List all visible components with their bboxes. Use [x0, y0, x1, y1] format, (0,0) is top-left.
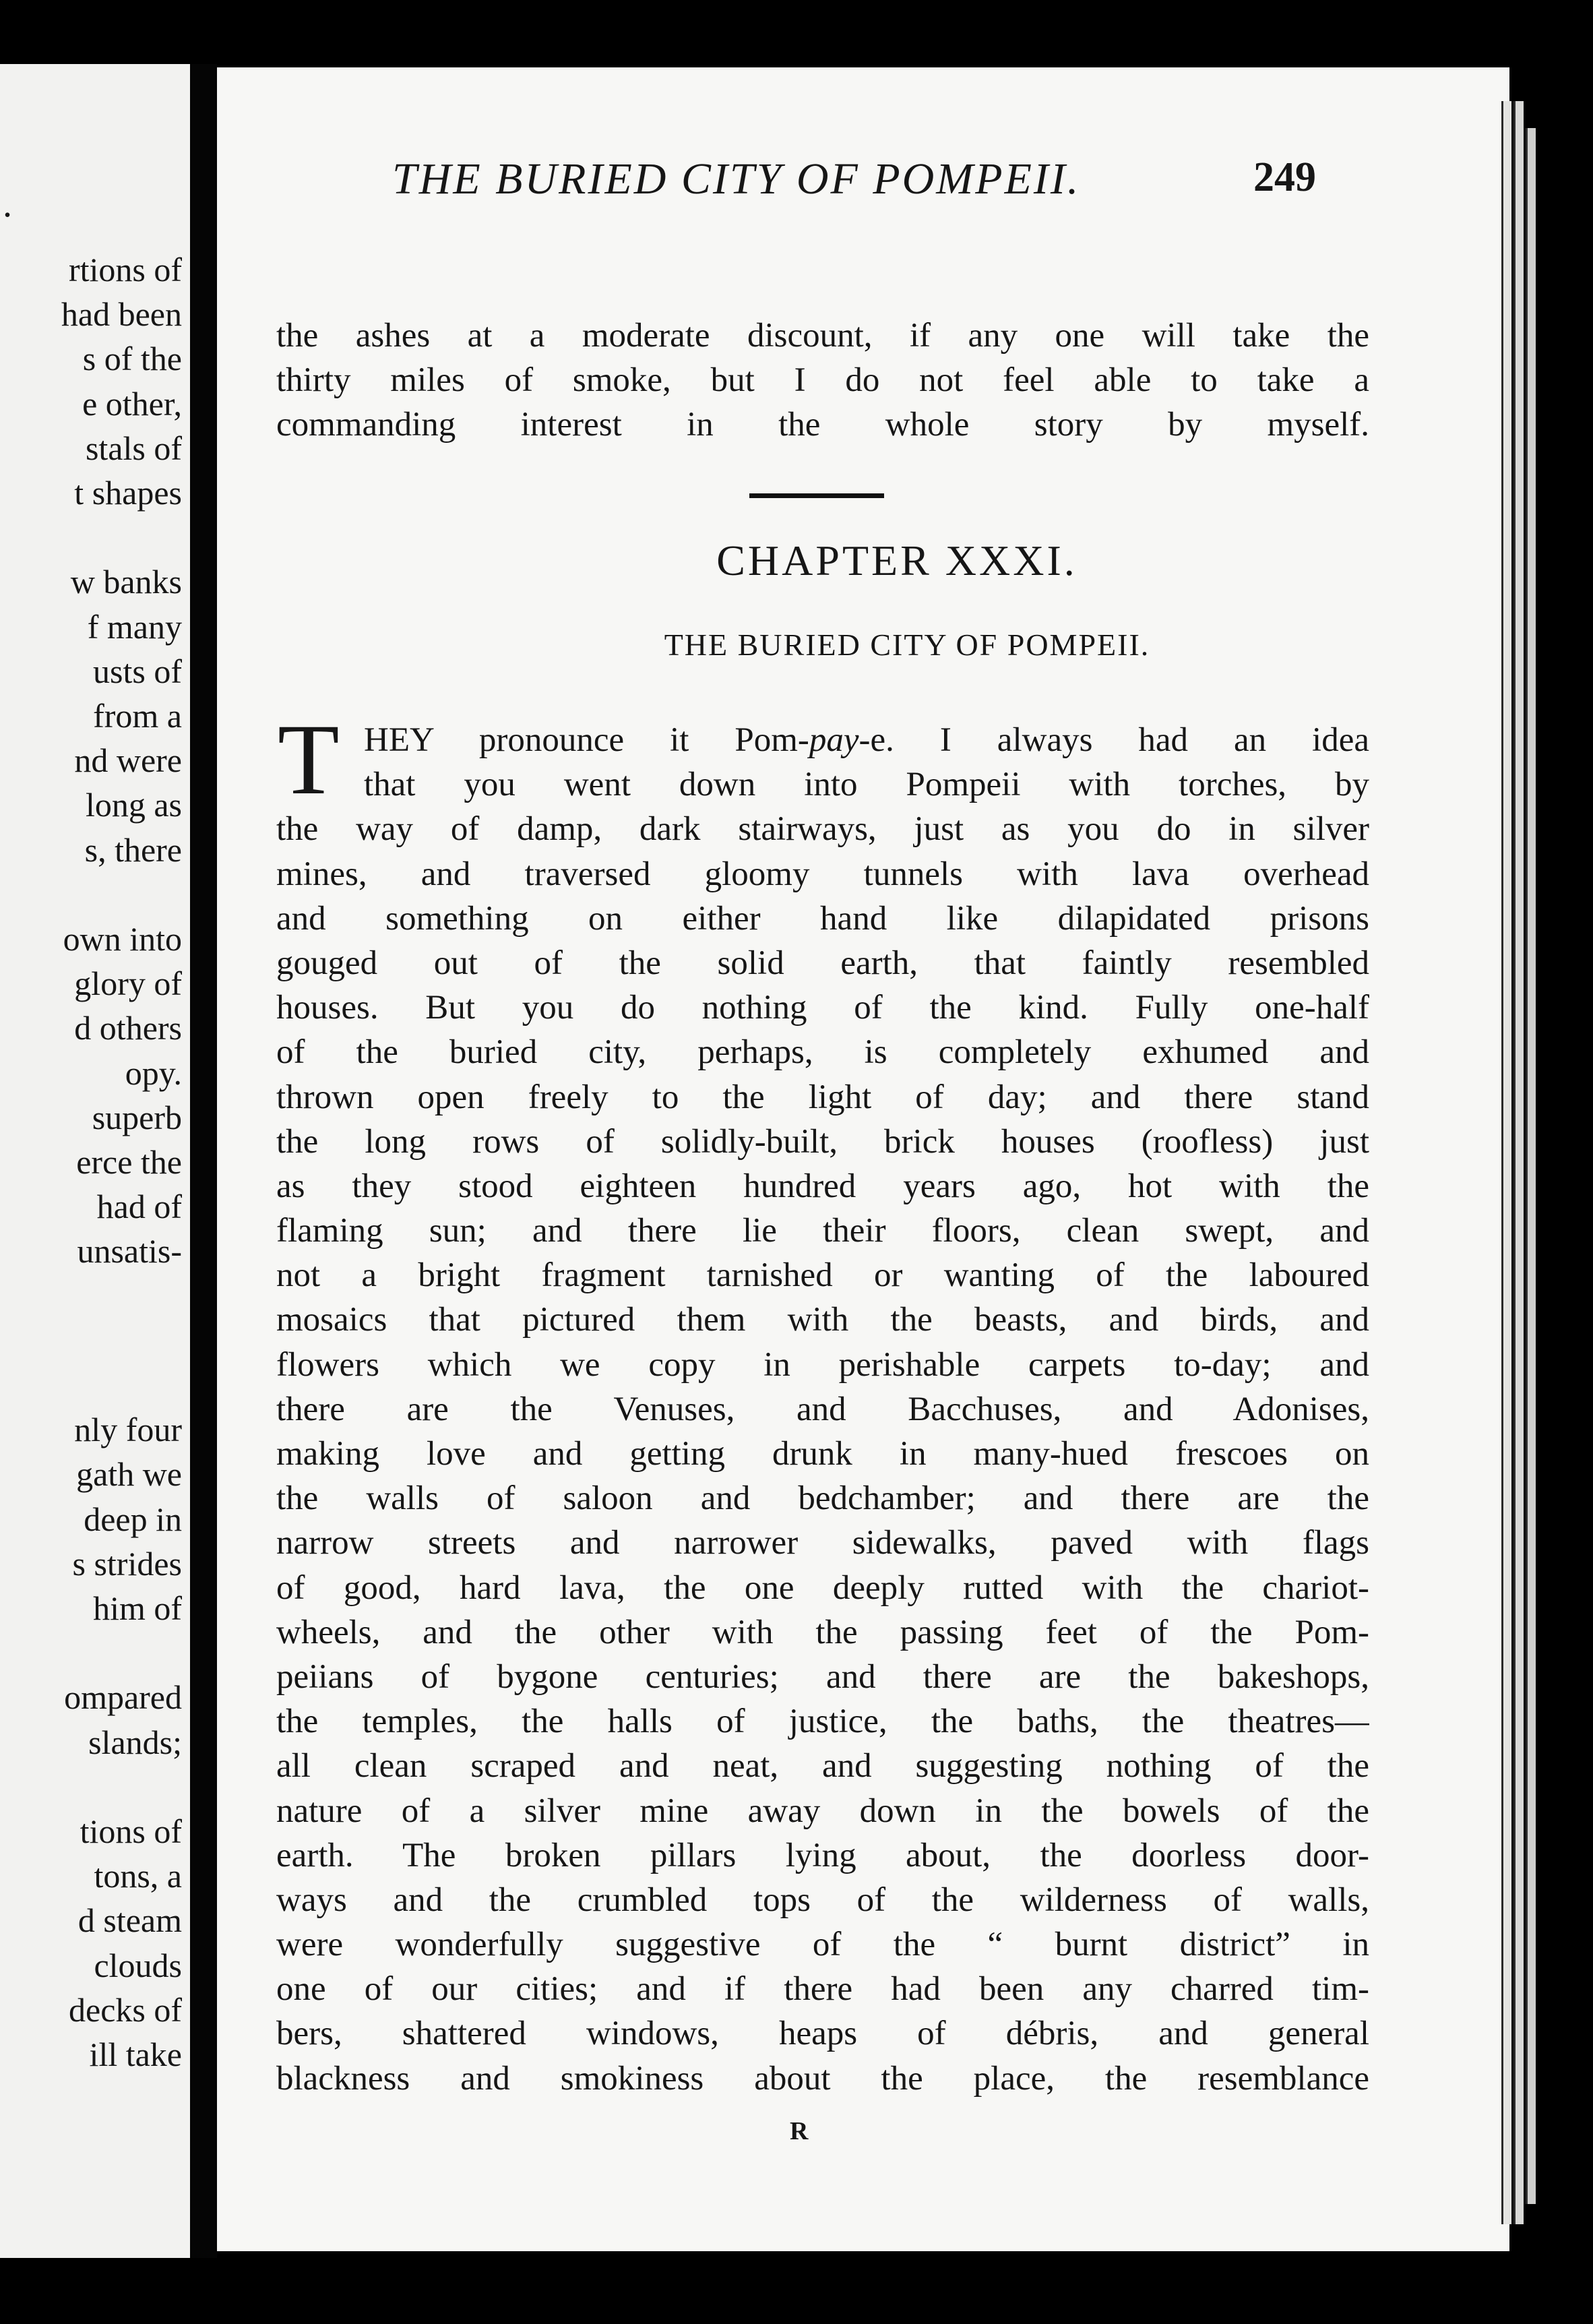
facing-page-line: from a: [93, 697, 182, 735]
facing-page-line: deep in: [84, 1500, 182, 1538]
signature-mark: R: [790, 2117, 809, 2145]
text-line: were wonderfully suggestive of the “ burnt district” in: [276, 1926, 1369, 1964]
book-gutter: [190, 64, 217, 2258]
text-line: thirty miles of smoke, but I do not feel able to take a: [276, 361, 1369, 400]
facing-page-line: t shapes: [74, 474, 182, 512]
facing-page-line: had of: [96, 1188, 182, 1226]
text-line: blackness and smokiness about the place, the resemblance: [276, 2059, 1369, 2098]
facing-page-line: decks of: [69, 1990, 182, 2029]
facing-page-line: him of: [93, 1589, 182, 1627]
facing-page-line: d others: [74, 1009, 182, 1047]
facing-page-line: slands;: [88, 1723, 182, 1761]
text-line: the walls of saloon and bedchamber; and there are the: [276, 1479, 1369, 1518]
facing-page-line: ompared: [64, 1678, 182, 1717]
text-line: not a bright fragment tarnished or wanting of the laboured: [276, 1256, 1369, 1295]
facing-page-line: own into: [63, 920, 182, 958]
facing-page-line: f many: [87, 607, 182, 646]
facing-page-line: gath we: [76, 1455, 182, 1494]
book-page: [217, 67, 1509, 2251]
text-line: all clean scraped and neat, and suggesting nothing of the: [276, 1747, 1369, 1785]
facing-page-line: tions of: [80, 1812, 182, 1850]
running-title: THE BURIED CITY OF POMPEII.: [392, 154, 1081, 204]
chapter-subtitle: THE BURIED CITY OF POMPEII.: [664, 628, 1150, 662]
facing-page-line: superb: [92, 1098, 182, 1136]
facing-page-line: s of the: [82, 340, 182, 378]
text-line: mines, and traversed gloomy tunnels with lava overhead: [276, 855, 1369, 893]
text-line: wheels, and the other with the passing feet of the Pom-: [276, 1613, 1369, 1651]
facing-page-line: w banks: [70, 563, 182, 601]
text-line: the long rows of solidly-built, brick houses (roofless) just: [276, 1122, 1369, 1161]
text-line: the ashes at a moderate discount, if any one will take the: [276, 317, 1369, 355]
text-line: gouged out of the solid earth, that faintly resembled: [276, 944, 1369, 982]
text-line: houses. But you do nothing of the kind. Fully one-half: [276, 989, 1369, 1027]
facing-page-line: unsatis-: [77, 1232, 182, 1271]
opening-paragraph: [276, 313, 1369, 448]
text-line: bers, shattered windows, heaps of débris, and general: [276, 2015, 1369, 2053]
facing-page-line: opy.: [125, 1053, 182, 1092]
facing-page-line: ill take: [89, 2036, 182, 2073]
facing-page-line: rtions of: [68, 251, 182, 288]
facing-page-line: s strides: [72, 1544, 182, 1583]
facing-page-line: erce the: [76, 1143, 182, 1181]
running-head: [217, 154, 1509, 208]
text-line: flaming sun; and there lie their floors, clean swept, and: [276, 1212, 1369, 1250]
chapter-divider-rule: [749, 493, 884, 498]
facing-page-line: s, there: [84, 830, 182, 869]
text-line: ways and the crumbled tops of the wilderness of walls,: [276, 1880, 1369, 1919]
page-number: 249: [1253, 154, 1316, 200]
text-line: the temples, the halls of justice, the baths, the theatres—: [276, 1703, 1369, 1741]
text-line: mosaics that pictured them with the beasts, and birds, and: [276, 1301, 1369, 1339]
facing-page-line: glory of: [74, 965, 182, 1003]
facing-page-mark: .: [3, 183, 12, 225]
page-edge: [1526, 128, 1536, 2204]
text-line: narrow streets and narrower sidewalks, paved with flags: [276, 1524, 1369, 1562]
text-line: peiians of bygone centuries; and there are the bakeshops,: [276, 1657, 1369, 1696]
facing-page: [0, 64, 190, 2258]
chapter-body: [276, 718, 1369, 2101]
facing-page-line: usts of: [93, 652, 182, 690]
page-edge: [1501, 101, 1511, 2224]
chapter-title: CHAPTER XXXI.: [716, 537, 1077, 584]
facing-page-line: stals of: [85, 429, 182, 467]
text-line: nature of a silver mine away down in the bowels of the: [276, 1792, 1369, 1830]
chapter-first-line: HEY pronounce it Pom-pay-e. I always had an idea: [364, 721, 1369, 759]
text-line: making love and getting drunk in many-hued frescoes on: [276, 1435, 1369, 1473]
text-line: earth. The broken pillars lying about, the doorless door-: [276, 1836, 1369, 1874]
facing-page-line: long as: [85, 786, 182, 824]
facing-page-line: tons, a: [94, 1857, 182, 1895]
page-edge: [1513, 101, 1524, 2224]
facing-page-line: nly four: [74, 1411, 182, 1449]
facing-page-line: d steam: [77, 1901, 182, 1940]
facing-page-line: clouds: [94, 1946, 182, 1984]
text-line: flowers which we copy in perishable carpets to-day; and: [276, 1345, 1369, 1384]
text-line: there are the Venuses, and Bacchuses, and Adonises,: [276, 1390, 1369, 1428]
text-line: as they stood eighteen hundred years ago, hot with the: [276, 1167, 1369, 1205]
text-line: thrown open freely to the light of day; and there stand: [276, 1078, 1369, 1116]
facing-page-line: e other,: [82, 384, 182, 423]
text-line: commanding interest in the whole story by myself.: [276, 406, 1369, 444]
text-line: that you went down into Pompeii with torches, by: [364, 766, 1369, 804]
text-line: the way of damp, dark stairways, just as you do in silver: [276, 810, 1369, 849]
drop-cap: T: [278, 704, 340, 816]
text-line: of the buried city, perhaps, is completely exhumed and: [276, 1033, 1369, 1072]
text-line: one of our cities; and if there had been any charred tim-: [276, 1970, 1369, 2009]
facing-page-line: had been: [61, 295, 182, 334]
facing-page-line: nd were: [74, 741, 182, 780]
text-line: and something on either hand like dilapidated prisons: [276, 899, 1369, 938]
text-line: of good, hard lava, the one deeply rutted with the chariot-: [276, 1568, 1369, 1607]
